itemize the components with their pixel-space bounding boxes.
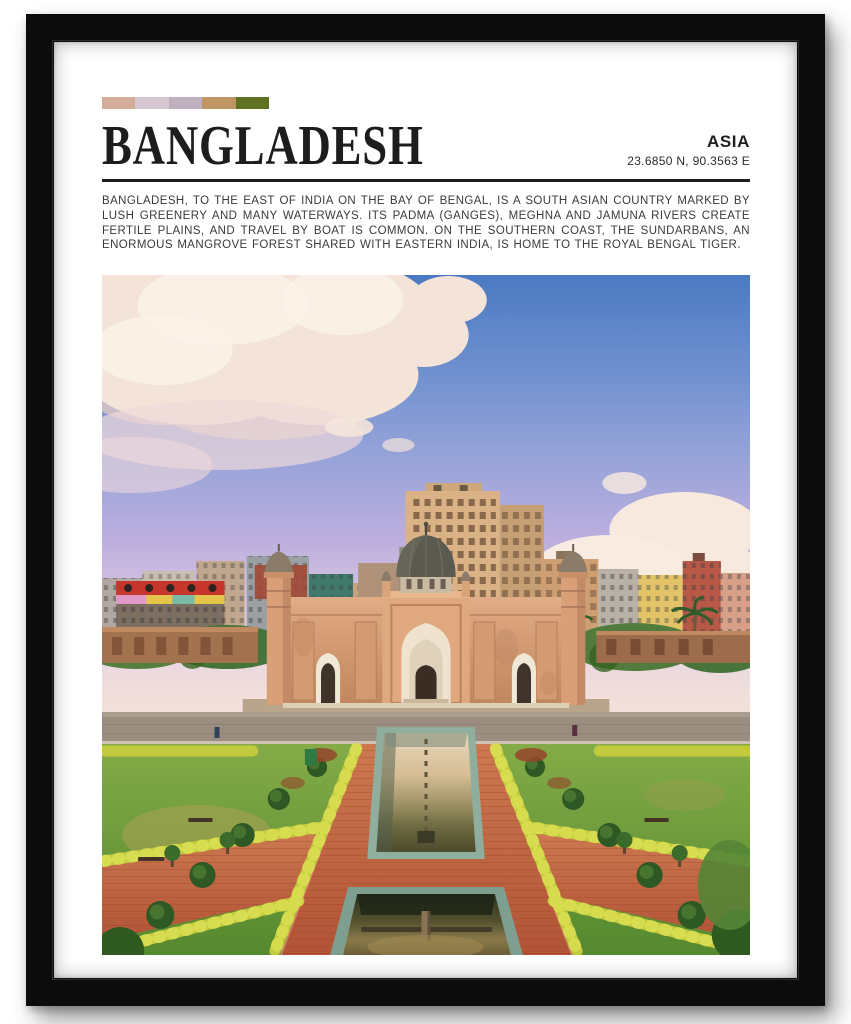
coordinates-label: 23.6850 N, 90.3563 E: [627, 154, 750, 168]
palette-swatch: [169, 97, 202, 109]
photo-container: [102, 275, 750, 955]
palette-swatch: [102, 97, 135, 109]
country-description: BANGLADESH, TO THE EAST OF INDIA ON THE BAY OF BENGAL, IS A SOUTH ASIAN COUNTRY MARKED BY LUSH GREENERY AND MANY WATERWAYS. ITS PADMA (GANGES), MEGHNA AND JAMUNA RIVERS CREATE FERTILE PLAINS, AND TRAVEL BY BOAT IS COMMON. ON THE SOUTHERN COAST, THE SUNDARBANS, AN ENORMOUS MANGROVE FOREST SHARED WITH EASTERN INDIA, IS HOME TO THE ROYAL BENGAL TIGER.: [102, 195, 750, 252]
palette-strip: [102, 97, 269, 109]
title-row: [102, 115, 750, 177]
poster-frame: [26, 14, 825, 1006]
geo-block: [627, 132, 750, 168]
poster-matte: [54, 42, 797, 978]
palette-swatch: [135, 97, 168, 109]
palette-swatch: [236, 97, 269, 109]
region-label: ASIA: [706, 132, 750, 151]
title-divider: [102, 179, 750, 182]
country-title: BANGLADESH: [102, 115, 424, 177]
palette-swatch: [202, 97, 235, 109]
country-photo: [102, 275, 750, 955]
poster-content: [102, 97, 750, 935]
